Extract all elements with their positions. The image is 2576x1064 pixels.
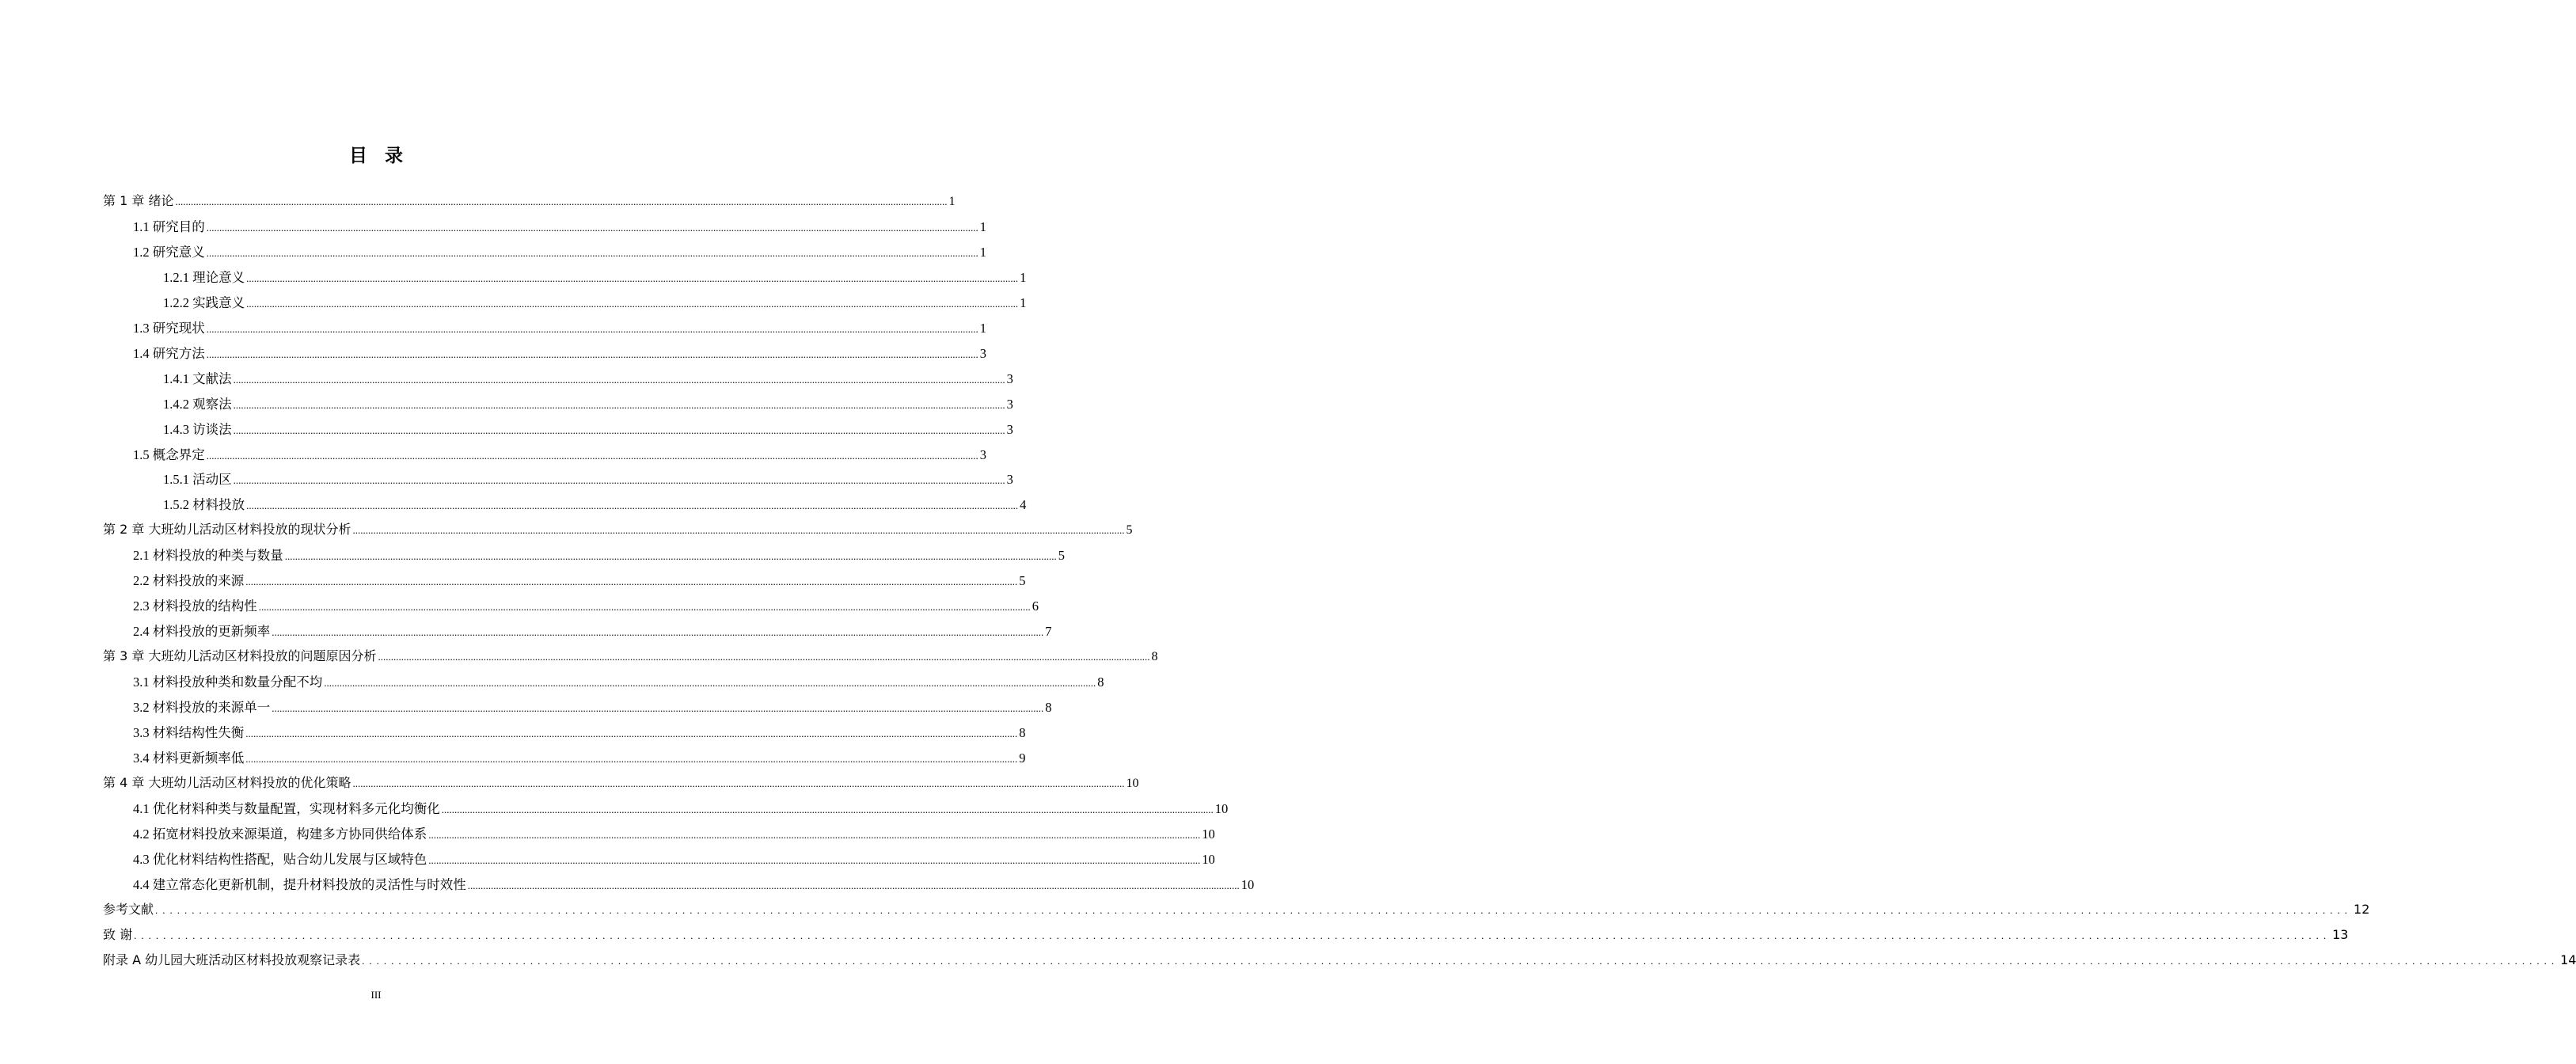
toc-entry[interactable] <box>133 874 1255 899</box>
toc-dot-leader: ............................................................................................................................................................................................................................................................................................................ <box>378 651 1150 663</box>
toc-entry-page: 3 <box>1006 472 1013 488</box>
toc-entry-page: 3 <box>979 345 986 361</box>
toc-entry[interactable] <box>103 773 1139 798</box>
toc-entry-page: 1 <box>1020 294 1027 310</box>
toc-entry-page: 13 <box>2332 926 2349 942</box>
toc-dot-leader: ............................................................................................................................................................................................................................................................................................................ <box>352 777 1125 789</box>
toc-entry-page: 12 <box>2354 901 2370 917</box>
toc-entry-label: 第 1 章 绪论 <box>103 193 174 208</box>
toc-dot-leader: ............................................................................................................................................................................................................................................................................................................ <box>428 853 1201 866</box>
toc-dot-leader: ............................................................................................................................................................................................................................................................................................................ <box>134 929 2331 941</box>
toc-entry[interactable] <box>133 798 1229 823</box>
toc-entry-label: 2.4 材料投放的更新频率 <box>133 624 271 640</box>
toc-entry-label: 1.4.2 观察法 <box>163 396 232 412</box>
toc-entry-label: 1.4.3 访谈法 <box>163 421 232 437</box>
toc-entry-label: 4.2 拓宽材料投放来源渠道，构建多方协同供给体系 <box>133 826 427 842</box>
toc-entry-page: 10 <box>1202 826 1215 842</box>
toc-dot-leader: ............................................................................................................................................................................................................................................................................................................ <box>245 727 1018 739</box>
toc-entry-label: 1.4 研究方法 <box>133 345 205 361</box>
toc-dot-leader: ............................................................................................................................................................................................................................................................................................................ <box>246 500 1019 512</box>
page-footer-number: III <box>370 989 382 1001</box>
toc-entry-page: 10 <box>1202 851 1215 867</box>
toc-entry-page: 10 <box>1241 876 1255 892</box>
toc-dot-leader: ............................................................................................................................................................................................................................................................................................................ <box>352 524 1125 537</box>
toc-entry-page: 6 <box>1032 598 1039 614</box>
toc-entry[interactable] <box>163 368 1013 393</box>
toc-entry-label: 第 2 章 大班幼儿活动区材料投放的现状分析 <box>103 522 351 538</box>
toc-entry-page: 3 <box>1006 370 1013 386</box>
toc-dot-leader: ............................................................................................................................................................................................................................................................................................................ <box>362 954 2559 967</box>
toc-entry[interactable] <box>103 925 2349 950</box>
toc-entry[interactable] <box>133 570 1026 595</box>
toc-dot-leader: ............................................................................................................................................................................................................................................................................................................ <box>324 677 1096 690</box>
toc-dot-leader: ............................................................................................................................................................................................................................................................................................................ <box>233 398 1005 411</box>
toc-dot-leader: ............................................................................................................................................................................................................................................................................................................ <box>245 576 1018 588</box>
toc-entry[interactable] <box>133 545 1065 570</box>
toc-entry-label: 1.5.1 活动区 <box>163 472 232 488</box>
toc-entry-label: 附录 A 幼儿园大班活动区材料投放观察记录表 <box>103 952 361 967</box>
toc-dot-leader: ............................................................................................................................................................................................................................................................................................................ <box>441 803 1214 815</box>
toc-entry-label: 2.1 材料投放的种类与数量 <box>133 548 283 564</box>
toc-entry-label: 参考文献 <box>103 901 154 917</box>
toc-entry-label: 3.2 材料投放的来源单一 <box>133 700 271 715</box>
toc-entry-page: 9 <box>1019 750 1026 766</box>
toc-entry-page: 5 <box>1058 548 1065 564</box>
toc-dot-leader: ............................................................................................................................................................................................................................................................................................................ <box>467 879 1240 891</box>
toc-entry[interactable] <box>133 747 1026 773</box>
toc-entry[interactable] <box>103 646 1158 671</box>
toc-entry-label: 1.2 研究意义 <box>133 244 205 260</box>
toc-entry-label: 1.4.1 文献法 <box>163 370 232 386</box>
toc-entry[interactable] <box>133 216 986 241</box>
toc-entry-page: 14 <box>2560 952 2576 967</box>
toc-entry[interactable] <box>163 469 1013 494</box>
toc-dot-leader: ............................................................................................................................................................................................................................................................................................................ <box>233 424 1005 436</box>
toc-entry-page: 3 <box>979 446 986 462</box>
toc-entry-label: 1.2.2 实践意义 <box>163 294 245 310</box>
toc-entry-label: 3.1 材料投放种类和数量分配不均 <box>133 674 323 690</box>
toc-entry-page: 8 <box>1045 700 1052 715</box>
toc-dot-leader: ............................................................................................................................................................................................................................................................................................................ <box>246 272 1019 284</box>
toc-entry-page: 10 <box>1126 776 1139 790</box>
toc-entry[interactable] <box>133 671 1104 697</box>
toc-dot-leader: ............................................................................................................................................................................................................................................................................................................ <box>272 702 1044 714</box>
toc-entry[interactable] <box>163 419 1013 444</box>
toc-dot-leader: ............................................................................................................................................................................................................................................................................................................ <box>206 246 978 259</box>
toc-entry-label: 4.3 优化材料结构性搭配，贴合幼儿发展与区域特色 <box>133 851 427 867</box>
toc-entry-label: 2.3 材料投放的结构性 <box>133 598 257 614</box>
toc-entry-label: 2.2 材料投放的来源 <box>133 573 245 589</box>
toc-entry-page: 1 <box>979 320 986 336</box>
toc-entry[interactable] <box>103 950 2576 975</box>
toc-entry-page: 8 <box>1019 724 1026 740</box>
toc-dot-leader: ............................................................................................................................................................................................................................................................................................................ <box>206 449 978 462</box>
toc-dot-leader: ............................................................................................................................................................................................................................................................................................................ <box>175 196 948 207</box>
toc-entry-label: 1.3 研究现状 <box>133 320 205 336</box>
toc-dot-leader: ............................................................................................................................................................................................................................................................................................................ <box>272 626 1044 639</box>
toc-dot-leader: ............................................................................................................................................................................................................................................................................................................ <box>246 297 1019 310</box>
toc-dot-leader: ............................................................................................................................................................................................................................................................................................................ <box>233 474 1005 487</box>
toc-dot-leader: ............................................................................................................................................................................................................................................................................................................ <box>245 752 1018 765</box>
toc-dot-leader: ............................................................................................................................................................................................................................................................................................................ <box>206 322 978 335</box>
toc-entry-label: 1.5.2 材料投放 <box>163 497 245 513</box>
toc-dot-leader: ............................................................................................................................................................................................................................................................................................................ <box>284 550 1057 563</box>
toc-entry-label: 1.5 概念界定 <box>133 446 205 462</box>
toc-entry[interactable] <box>103 191 956 216</box>
toc-entry-page: 5 <box>1126 523 1133 538</box>
toc-dot-leader: ............................................................................................................................................................................................................................................................................................................ <box>155 903 2353 916</box>
toc-entry[interactable] <box>133 722 1026 747</box>
toc-entry-page: 1 <box>979 218 986 234</box>
toc-entry-page: 3 <box>1006 421 1013 437</box>
toc-entry[interactable] <box>133 444 986 469</box>
toc-entry[interactable] <box>133 241 986 267</box>
toc-entry[interactable] <box>163 292 1027 317</box>
toc-entry-page: 8 <box>1097 674 1104 690</box>
toc-entry-label: 4.1 优化材料种类与数量配置，实现材料多元化均衡化 <box>133 800 440 816</box>
toc-entry[interactable] <box>163 393 1013 419</box>
toc-entry-page: 4 <box>1020 497 1027 513</box>
toc-entry-page: 7 <box>1045 624 1052 640</box>
toc-entry-page: 1 <box>1020 269 1027 285</box>
toc-entry-page: 1 <box>948 195 956 208</box>
toc-entry[interactable] <box>163 494 1027 519</box>
toc-entry[interactable] <box>133 343 986 368</box>
toc-entry-page: 3 <box>1006 396 1013 412</box>
toc-dot-leader: ............................................................................................................................................................................................................................................................................................................ <box>258 601 1031 614</box>
toc-entry[interactable] <box>133 823 1215 849</box>
toc-entry[interactable] <box>163 267 1027 292</box>
toc-title: 目录 <box>349 146 420 166</box>
toc-dot-leader: ............................................................................................................................................................................................................................................................................................................ <box>428 828 1201 841</box>
toc-entry[interactable] <box>103 899 2370 925</box>
toc-entry[interactable] <box>133 697 1052 722</box>
toc-entry-label: 3.3 材料结构性失衡 <box>133 724 245 740</box>
toc-entry-label: 4.4 建立常态化更新机制，提升材料投放的灵活性与时效性 <box>133 876 466 892</box>
toc-entry[interactable] <box>133 621 1052 646</box>
toc-entry[interactable] <box>133 595 1039 621</box>
toc-entry-page: 8 <box>1151 650 1158 664</box>
toc-entry-label: 1.1 研究目的 <box>133 218 205 234</box>
toc-entry-label: 3.4 材料更新频率低 <box>133 750 245 766</box>
toc-entry-label: 第 3 章 大班幼儿活动区材料投放的问题原因分析 <box>103 648 377 664</box>
toc-entry-page: 5 <box>1019 573 1026 589</box>
toc-entry-page: 10 <box>1214 800 1229 816</box>
toc-entry-label: 第 4 章 大班幼儿活动区材料投放的优化策略 <box>103 774 351 790</box>
toc-dot-leader: ............................................................................................................................................................................................................................................................................................................ <box>233 373 1005 386</box>
toc-dot-leader: ............................................................................................................................................................................................................................................................................................................ <box>206 221 978 234</box>
toc-dot-leader: ............................................................................................................................................................................................................................................................................................................ <box>206 348 978 360</box>
toc-entry-label: 致 谢 <box>103 926 133 942</box>
toc-entry-page: 1 <box>979 244 986 260</box>
toc-entry-label: 1.2.1 理论意义 <box>163 269 245 285</box>
toc-entry[interactable] <box>133 317 986 343</box>
toc-entry[interactable] <box>103 519 1133 545</box>
toc-entry[interactable] <box>133 849 1215 874</box>
